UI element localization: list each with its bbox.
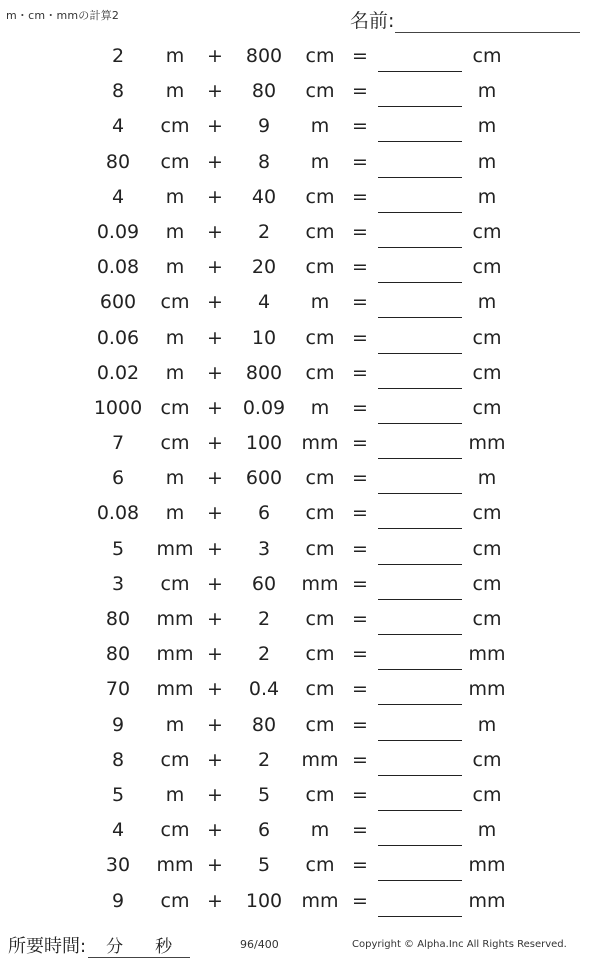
first-unit: mm [156,537,194,560]
first-number: 70 [105,678,131,701]
first-unit: cm [160,748,190,771]
page-number: 96/400 [240,938,279,951]
second-unit: m [310,396,330,419]
answer-unit: m [477,185,497,208]
plus-sign: + [207,326,223,349]
plus-sign: + [207,291,223,314]
plus-sign: + [207,643,223,666]
second-number: 20 [251,256,277,279]
second-number: 2 [257,643,271,666]
minutes-label: 分 [106,937,124,957]
equals-sign: = [352,361,368,384]
answer-unit: mm [468,854,506,877]
second-unit: cm [305,537,335,560]
problem-row [0,603,600,638]
second-unit: m [310,291,330,314]
second-number: 5 [257,783,271,806]
second-unit: cm [305,678,335,701]
first-unit: mm [156,678,194,701]
first-unit: cm [160,432,190,455]
answer-blank[interactable] [378,177,462,178]
first-number: 9 [111,889,125,912]
second-number: 40 [251,185,277,208]
answer-unit: cm [472,783,502,806]
problem-row [0,357,600,392]
first-number: 4 [111,185,125,208]
second-unit: cm [305,220,335,243]
answer-blank[interactable] [378,916,462,917]
first-number: 0.08 [96,502,140,525]
first-number: 8 [111,748,125,771]
plus-sign: + [207,45,223,67]
answer-blank[interactable] [378,353,462,354]
problem-row [0,427,600,462]
answer-blank[interactable] [378,669,462,670]
problem-row [0,251,600,286]
plus-sign: + [207,220,223,243]
second-number: 2 [257,220,271,243]
answer-blank[interactable] [378,247,462,248]
second-unit: m [310,150,330,173]
problem-row [0,286,600,321]
equals-sign: = [352,819,368,842]
first-number: 30 [105,854,131,877]
first-number: 3 [111,572,125,595]
problem-row [0,110,600,145]
answer-blank[interactable] [378,458,462,459]
plus-sign: + [207,678,223,701]
equals-sign: = [352,572,368,595]
first-unit: cm [160,150,190,173]
first-number: 0.08 [96,256,140,279]
first-number: 7 [111,432,125,455]
second-number: 3 [257,537,271,560]
answer-unit: m [477,819,497,842]
answer-unit: cm [472,537,502,560]
equals-sign: = [352,889,368,912]
equals-sign: = [352,326,368,349]
problem-row [0,462,600,497]
second-number: 600 [245,467,283,490]
first-unit: cm [160,889,190,912]
answer-unit: cm [472,361,502,384]
second-unit: mm [301,572,339,595]
second-number: 80 [251,80,277,103]
equals-sign: = [352,713,368,736]
first-number: 80 [105,150,131,173]
second-unit: cm [305,45,335,67]
second-unit: cm [305,713,335,736]
first-number: 80 [105,643,131,666]
equals-sign: = [352,537,368,560]
plus-sign: + [207,819,223,842]
answer-blank[interactable] [378,599,462,600]
second-unit: mm [301,432,339,455]
answer-blank[interactable] [378,106,462,107]
second-number: 800 [245,361,283,384]
time-taken-label: 所要時間: [8,936,87,957]
first-number: 0.02 [96,361,140,384]
problem-row [0,709,600,744]
second-number: 2 [257,748,271,771]
first-number: 4 [111,115,125,138]
first-unit: mm [156,643,194,666]
second-unit: cm [305,854,335,877]
equals-sign: = [352,115,368,138]
first-unit: m [165,502,185,525]
first-unit: cm [160,291,190,314]
second-unit: mm [301,889,339,912]
answer-unit: cm [472,748,502,771]
name-field-block [350,6,580,33]
plus-sign: + [207,150,223,173]
problem-row [0,744,600,779]
first-number: 5 [111,537,125,560]
plus-sign: + [207,572,223,595]
first-number: 5 [111,783,125,806]
worksheet-title: m・cm・mmの計算2 [6,9,120,22]
problem-row [0,497,600,532]
equals-sign: = [352,396,368,419]
second-number: 80 [251,713,277,736]
plus-sign: + [207,361,223,384]
plus-sign: + [207,748,223,771]
answer-unit: m [477,115,497,138]
answer-unit: cm [472,326,502,349]
plus-sign: + [207,396,223,419]
equals-sign: = [352,502,368,525]
problem-row [0,885,600,920]
plus-sign: + [207,783,223,806]
answer-unit: cm [472,45,502,67]
equals-sign: = [352,80,368,103]
first-unit: m [165,80,185,103]
equals-sign: = [352,45,368,67]
equals-sign: = [352,150,368,173]
first-unit: m [165,220,185,243]
answer-blank[interactable] [378,282,462,283]
answer-blank[interactable] [378,810,462,811]
answer-unit: mm [468,678,506,701]
second-unit: cm [305,256,335,279]
second-unit: mm [301,748,339,771]
answer-blank[interactable] [378,423,462,424]
answer-unit: m [477,291,497,314]
answer-unit: m [477,713,497,736]
time-taken-input[interactable] [88,932,190,958]
first-unit: m [165,326,185,349]
first-unit: cm [160,115,190,138]
answer-blank[interactable] [378,493,462,494]
first-unit: cm [160,396,190,419]
seconds-label: 秒 [155,937,173,957]
answer-blank[interactable] [378,388,462,389]
second-unit: cm [305,185,335,208]
second-number: 8 [257,150,271,173]
first-unit: m [165,185,185,208]
first-number: 600 [99,291,137,314]
answer-blank[interactable] [378,880,462,881]
answer-blank[interactable] [378,564,462,565]
problem-row [0,322,600,357]
plus-sign: + [207,115,223,138]
second-unit: cm [305,643,335,666]
problem-row [0,849,600,884]
name-label: 名前: [350,10,395,32]
plus-sign: + [207,80,223,103]
plus-sign: + [207,713,223,736]
problem-row [0,568,600,603]
answer-unit: cm [472,608,502,630]
plus-sign: + [207,537,223,560]
second-number: 800 [245,45,283,67]
equals-sign: = [352,220,368,243]
answer-unit: m [477,467,497,490]
second-number: 60 [251,572,277,595]
second-number: 5 [257,854,271,877]
answer-blank[interactable] [378,704,462,705]
plus-sign: + [207,432,223,455]
equals-sign: = [352,432,368,455]
second-number: 6 [257,502,271,525]
equals-sign: = [352,643,368,666]
second-number: 0.09 [242,396,286,419]
second-unit: cm [305,467,335,490]
answer-blank[interactable] [378,740,462,741]
copyright-notice: Copyright © Alpha.Inc All Rights Reserved. [352,939,567,950]
problem-row [0,146,600,181]
answer-blank[interactable] [378,845,462,846]
second-unit: cm [305,361,335,384]
first-unit: m [165,467,185,490]
answer-unit: mm [468,889,506,912]
problem-row [0,533,600,568]
first-number: 0.09 [96,220,140,243]
equals-sign: = [352,185,368,208]
equals-sign: = [352,783,368,806]
first-number: 4 [111,819,125,842]
first-unit: m [165,783,185,806]
plus-sign: + [207,256,223,279]
second-number: 100 [245,432,283,455]
first-number: 9 [111,713,125,736]
plus-sign: + [207,889,223,912]
equals-sign: = [352,608,368,630]
name-input-line[interactable] [395,12,580,33]
answer-blank[interactable] [378,528,462,529]
plus-sign: + [207,608,223,630]
first-number: 1000 [93,396,143,419]
answer-unit: cm [472,220,502,243]
answer-blank[interactable] [378,775,462,776]
first-unit: m [165,713,185,736]
problem-row [0,216,600,251]
first-unit: mm [156,608,194,630]
equals-sign: = [352,467,368,490]
problem-row [0,40,600,75]
problem-row [0,638,600,673]
answer-blank[interactable] [378,212,462,213]
second-number: 9 [257,115,271,138]
problem-row [0,814,600,849]
equals-sign: = [352,854,368,877]
plus-sign: + [207,502,223,525]
second-number: 6 [257,819,271,842]
first-number: 8 [111,80,125,103]
answer-blank[interactable] [378,634,462,635]
first-unit: cm [160,572,190,595]
first-number: 0.06 [96,326,140,349]
second-unit: cm [305,608,335,630]
first-unit: m [165,361,185,384]
equals-sign: = [352,678,368,701]
second-number: 10 [251,326,277,349]
answer-unit: mm [468,432,506,455]
answer-blank[interactable] [378,317,462,318]
answer-blank[interactable] [378,141,462,142]
first-unit: cm [160,819,190,842]
answer-unit: mm [468,643,506,666]
answer-unit: cm [472,502,502,525]
first-number: 80 [105,608,131,630]
equals-sign: = [352,256,368,279]
answer-blank[interactable] [378,71,462,72]
problem-row [0,181,600,216]
answer-unit: m [477,150,497,173]
first-number: 2 [111,45,125,67]
answer-unit: cm [472,396,502,419]
second-number: 4 [257,291,271,314]
answer-unit: m [477,80,497,103]
time-taken-block [8,932,190,958]
equals-sign: = [352,748,368,771]
problem-row [0,673,600,708]
answer-unit: cm [472,256,502,279]
second-unit: m [310,819,330,842]
second-unit: cm [305,502,335,525]
first-unit: m [165,256,185,279]
plus-sign: + [207,854,223,877]
second-unit: cm [305,783,335,806]
equals-sign: = [352,291,368,314]
problem-list [0,40,600,920]
problem-row [0,779,600,814]
first-number: 6 [111,467,125,490]
problem-row [0,75,600,110]
second-number: 2 [257,608,271,630]
first-unit: m [165,45,185,67]
plus-sign: + [207,185,223,208]
problem-row [0,392,600,427]
answer-unit: cm [472,572,502,595]
second-number: 0.4 [248,678,280,701]
second-unit: m [310,115,330,138]
second-unit: cm [305,326,335,349]
second-number: 100 [245,889,283,912]
first-unit: mm [156,854,194,877]
second-unit: cm [305,80,335,103]
plus-sign: + [207,467,223,490]
